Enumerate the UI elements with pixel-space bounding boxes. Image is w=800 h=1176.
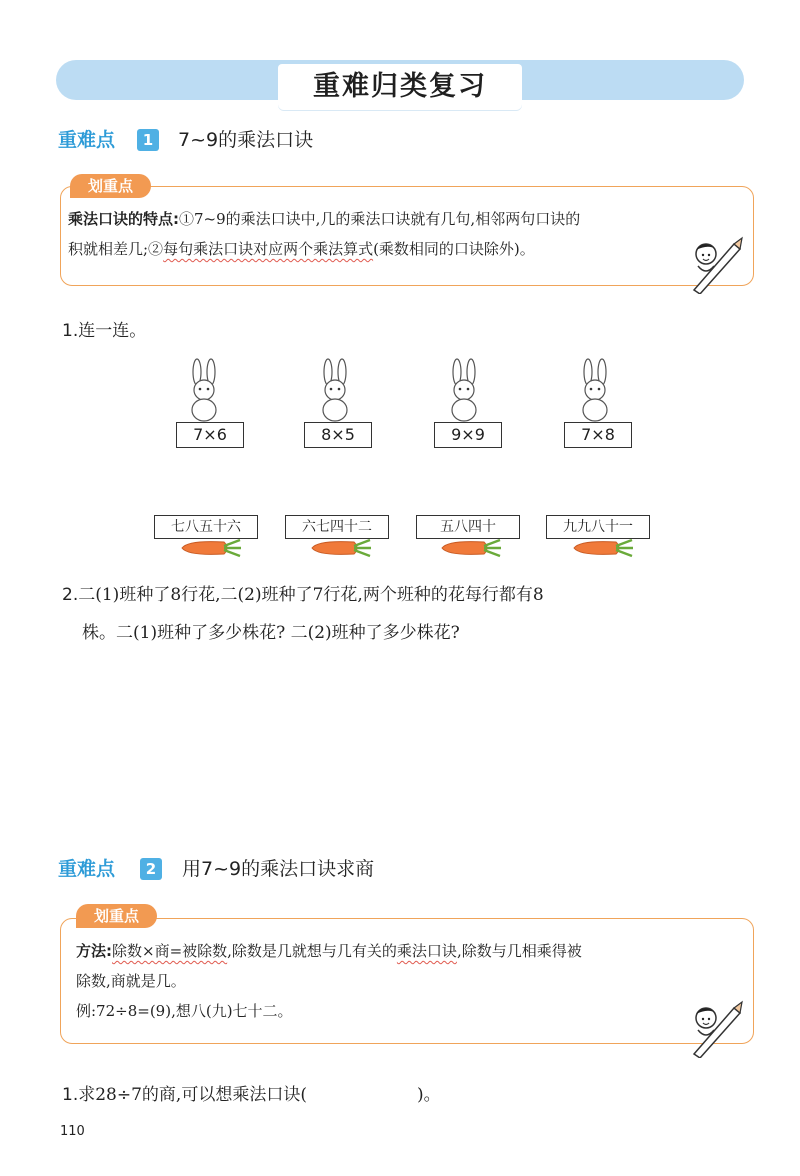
rabbit-icon (573, 358, 617, 422)
section2-label: 重难点 (58, 858, 116, 880)
keypoint-method-b: ,除数与几相乘得被 (456, 942, 582, 960)
rabbit-icon (182, 358, 226, 422)
keypoint-method-wavy2: 乘法口诀 (396, 942, 457, 960)
expression-card[interactable]: 9×9 (434, 422, 502, 448)
keypoint-line2-b: (乘数相同的口诀除外)。 (373, 240, 535, 258)
phrase-card[interactable]: 七八五十六 (154, 515, 258, 539)
keypoint-method-wavy: 除数×商=被除数 (112, 942, 228, 960)
keypoint-lead-1: 乘法口诀的特点: (68, 210, 179, 228)
section1-label: 重难点 (58, 129, 116, 151)
keypoint-method-line2: 除数,商就是几。 (76, 972, 186, 990)
question-1-text: 连一连。 (78, 321, 147, 341)
carrot-icon (180, 538, 242, 558)
question-2-line2: 株。二(1)班种了多少株花? 二(2)班种了多少株花? (82, 623, 460, 643)
keypoint-line2-a: 积就相差几;② (68, 240, 164, 258)
carrot-icon (572, 538, 634, 558)
question-2-1-text-after: )。 (416, 1085, 441, 1105)
expression-card[interactable]: 7×6 (176, 422, 244, 448)
keypoint-tag-1: 划重点 (70, 174, 151, 198)
question-1 (62, 312, 146, 350)
keypoint-example: 例:72÷8=(9),想八(九)七十二。 (76, 1002, 293, 1020)
pencil-boy-icon (684, 236, 746, 294)
question-2-1 (62, 1076, 441, 1114)
question-2-number: 2. (62, 585, 79, 605)
expression-card[interactable]: 7×8 (564, 422, 632, 448)
pencil-boy-icon (684, 1000, 746, 1058)
keypoint-lead-2: 方法: (76, 942, 112, 960)
keypoint-tag-2: 划重点 (76, 904, 157, 928)
section1-number: 1 (137, 129, 159, 151)
question-2-1-text-before: 求28÷7的商,可以想乘法口诀( (78, 1085, 307, 1105)
question-2-1-number: 1. (62, 1085, 79, 1105)
question-2-line1: 二(1)班种了8行花,二(2)班种了7行花,两个班种的花每行都有8 (78, 585, 544, 605)
section2-number: 2 (140, 858, 162, 880)
section2-title: 用7~9的乘法口诀求商 (182, 858, 375, 880)
keypoint-text-1 (68, 204, 748, 264)
rabbit-icon (442, 358, 486, 422)
section1-title: 7~9的乘法口诀 (178, 129, 314, 151)
phrase-card[interactable]: 六七四十二 (285, 515, 389, 539)
page-title: 重难归类复习 (278, 64, 522, 110)
carrot-icon (440, 538, 502, 558)
carrot-icon (310, 538, 372, 558)
rabbit-icon (313, 358, 357, 422)
page-number: 110 (60, 1124, 85, 1139)
question-2 (62, 576, 762, 652)
phrase-card[interactable]: 五八四十 (416, 515, 520, 539)
expression-card[interactable]: 8×5 (304, 422, 372, 448)
question-1-number: 1. (62, 321, 79, 341)
keypoint-text-2 (76, 936, 748, 1026)
keypoint-line2-wavy: 每句乘法口诀对应两个乘法算式 (163, 240, 374, 258)
keypoint-line1: ①7~9的乘法口诀中,几的乘法口诀就有几句,相邻两句口诀的 (179, 210, 581, 228)
phrase-card[interactable]: 九九八十一 (546, 515, 650, 539)
keypoint-method-a: ,除数是几就想与几有关的 (227, 942, 397, 960)
